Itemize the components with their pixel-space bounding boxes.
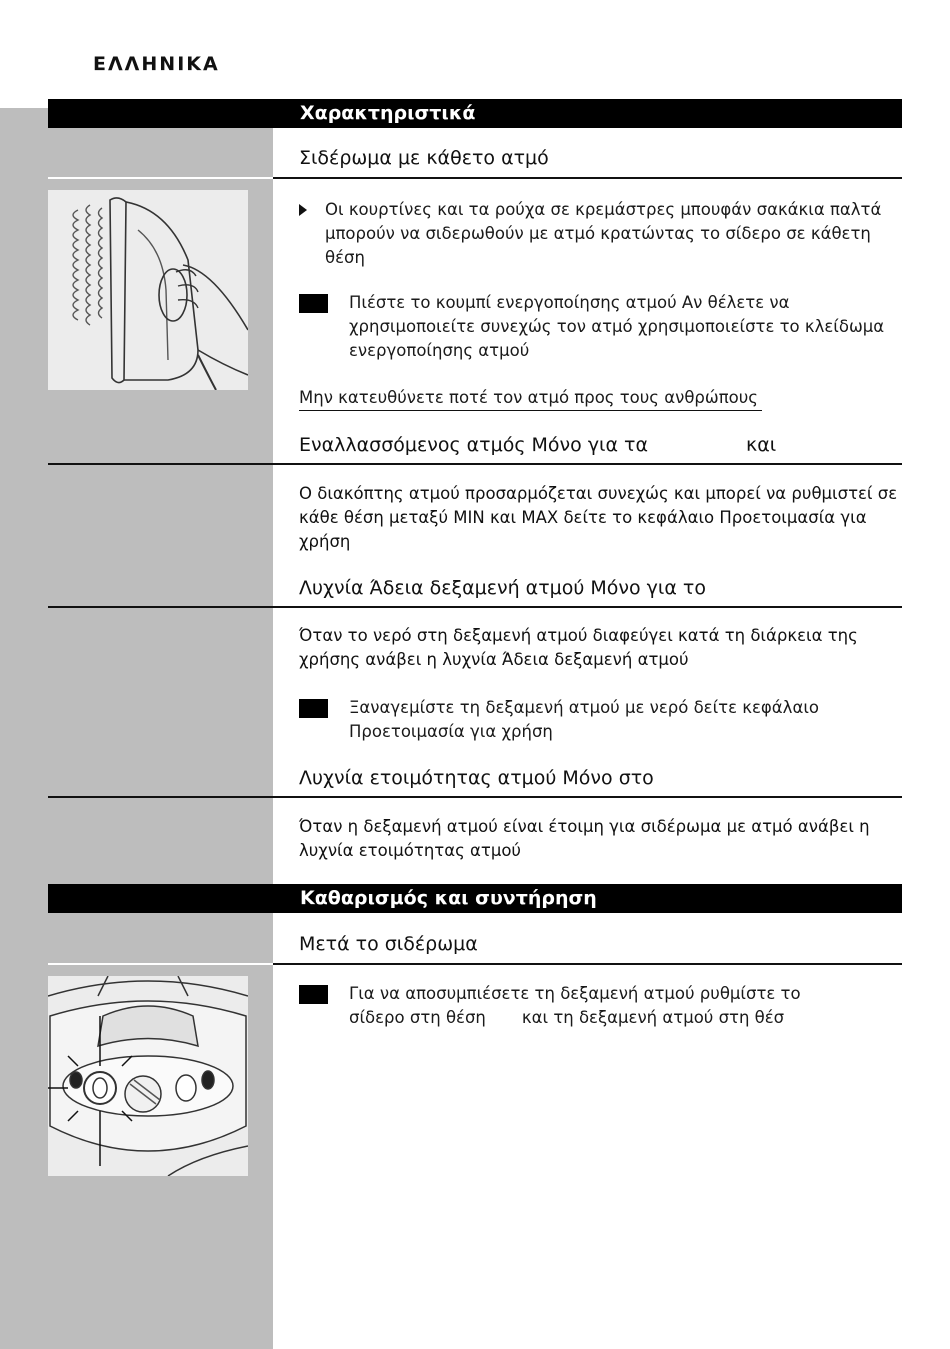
steam-tank-controls-illustration	[48, 976, 248, 1176]
divider	[48, 463, 902, 465]
step-marker-icon	[299, 985, 328, 1004]
subheading-vertical-steam: Σιδέρωμα με κάθετο ατμό	[299, 147, 549, 169]
subheading-steam-ready-light: Λυχνία ετοιμότητας ατμού Μόνο στο	[299, 767, 654, 789]
step-text	[349, 982, 899, 1030]
step-marker-icon	[299, 699, 328, 718]
step-item	[299, 291, 899, 363]
section-title: Χαρακτηριστικά	[300, 102, 476, 124]
divider	[48, 606, 902, 608]
bullet-item	[299, 198, 899, 270]
divider-gap	[48, 177, 273, 179]
section-header-features	[48, 99, 902, 128]
paragraph: Ο διακόπτης ατμού προσαρμόζεται συνεχώς και μπορεί να ρυθμιστεί σε κάθε θέση μεταξύ MIN και MAX δείτε το κεφάλαιο Προετοιμασία για χρήση	[299, 484, 898, 551]
step-marker-icon	[299, 294, 328, 313]
section-title: Καθαρισμός και συντήρηση	[300, 887, 597, 909]
paragraph: Όταν το νερό στη δεξαμενή ατμού διαφεύγει κατά τη διάρκεια της χρήσης ανάβει η λυχνία Άδεια δεξαμενή ατμού	[299, 626, 858, 669]
step-line-2b: και τη δεξαμενή ατμού στη θέσ	[521, 1008, 785, 1027]
divider-gap	[48, 963, 273, 965]
steam-iron-illustration	[48, 190, 248, 390]
step-item	[299, 982, 899, 1030]
bullet-text: Οι κουρτίνες και τα ρούχα σε κρεμάστρες μπουφάν σακάκια παλτά μπορούν να σιδερωθούν με ατμό κρατώντας το σίδερο σε κάθετη θέση	[325, 200, 882, 267]
step-item	[299, 696, 899, 744]
subheading-after-ironing: Μετά το σιδέρωμα	[299, 933, 478, 955]
paragraph: Όταν η δεξαμενή ατμού είναι έτοιμη για σιδέρωμα με ατμό ανάβει η λυχνία ετοιμότητας ατμού	[299, 817, 870, 860]
subheading-variable-steam	[299, 434, 776, 456]
step-text: Πιέστε το κουμπί ενεργοποίησης ατμού Αν θέλετε να χρησιμοποιείτε συνεχώς τον ατμό χρησιμοποιείστε το κλείδωμα ενεργοποίησης ατμού	[349, 293, 885, 360]
bullet-triangle-icon	[299, 204, 307, 216]
language-label: ΕΛΛΗΝΙΚΑ	[93, 53, 220, 75]
warning-text: Μην κατευθύνετε ποτέ τον ατμό προς τους ανθρώπους	[299, 386, 762, 411]
heading-part-b: και	[746, 434, 777, 456]
step-line-2a: σίδερο στη θέση	[349, 1008, 486, 1027]
step-line-1: Για να αποσυμπιέσετε τη δεξαμενή ατμού ρυθμίστε το	[349, 984, 801, 1003]
step-text: Ξαναγεμίστε τη δεξαμενή ατμού με νερό δείτε κεφάλαιο Προετοιμασία για χρήση	[349, 698, 820, 741]
subheading-empty-tank-light: Λυχνία Άδεια δεξαμενή ατμού Μόνο για το	[299, 577, 706, 599]
divider	[48, 796, 902, 798]
step-line-2	[349, 1006, 899, 1030]
section-header-cleaning	[48, 884, 902, 913]
heading-part-a: Εναλλασσόμενος ατμός Μόνο για τα	[299, 434, 649, 456]
